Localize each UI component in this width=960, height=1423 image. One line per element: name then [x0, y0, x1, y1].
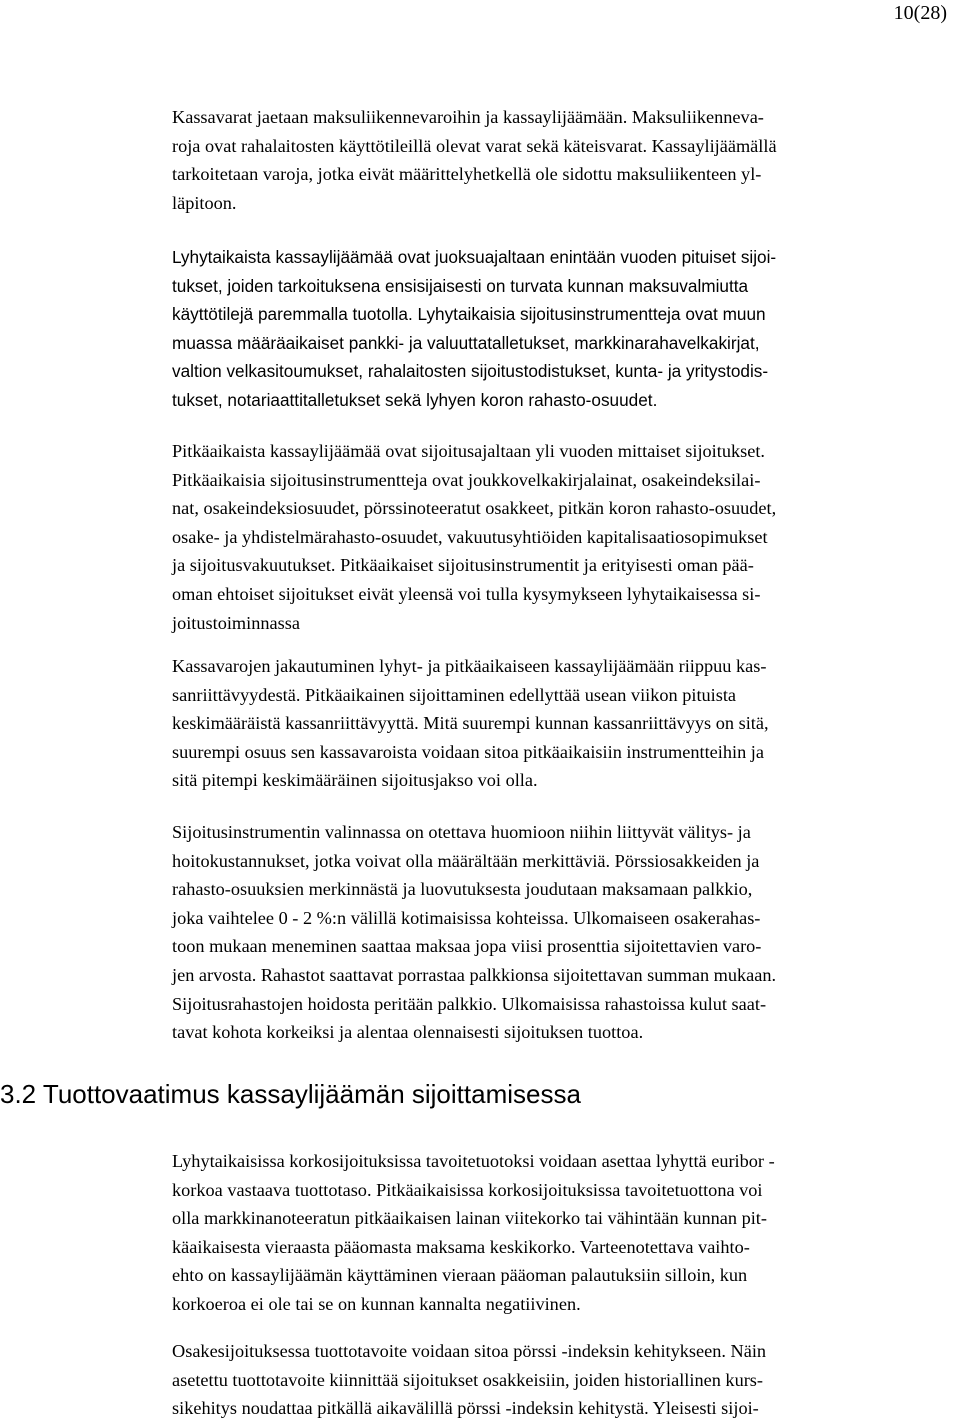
text-line: Kassavarat jaetaan maksuliikennevaroihin ja kassaylijäämään. Maksuliikenneva- — [172, 107, 764, 127]
text-line: korkoa vastaava tuottotaso. Pitkäaikaisissa korkosijoituksissa tavoitetuottona voi — [172, 1179, 763, 1200]
paragraph-short-term-surplus — [172, 243, 776, 415]
paragraph-return-target — [172, 1147, 775, 1319]
text-line: Pitkäaikaista kassaylijäämää ovat sijoitusajaltaan yli vuoden mittaiset sijoitukset. — [172, 441, 765, 461]
text-line: joka vaihtelee 0 - 2 %:n välillä kotimaisissa kohteissa. Ulkomaiseen osakerahas- — [172, 907, 761, 928]
text-line: muassa määräaikaiset pankki- ja valuuttatalletukset, markkinarahavelkakirjat, — [172, 332, 760, 353]
text-line: Lyhytaikaisissa korkosijoituksissa tavoitetuotoksi voidaan asettaa lyhyttä euribor - — [172, 1151, 775, 1171]
text-line: asetettu tuottotavoite kiinnittää sijoitukset osakkeisiin, joiden historiallinen kurs- — [172, 1369, 763, 1390]
text-line: ja sijoitusvakuutukset. Pitkäaikaiset sijoitusinstrumentit ja erityisesti oman pää- — [172, 555, 754, 576]
text-line: Sijoitusrahastojen hoidosta peritään palkkio. Ulkomaisissa rahastoissa kulut saat- — [172, 993, 767, 1014]
text-line: hoitokustannukset, jotka voivat olla määrältään merkittäviä. Pörssiosakkeiden ja — [172, 850, 760, 871]
text-line: suurempi osuus sen kassavaroista voidaan sitoa pitkäaikaisiin instrumentteihin ja — [172, 741, 764, 762]
text-line: olla markkinanoteeratun pitkäaikaisen lainan viitekorko tai vähintään kunnan pit- — [172, 1208, 767, 1229]
text-line: ehto on kassaylijäämän käyttäminen vieraan pääoman palautuksiin silloin, kun — [172, 1265, 748, 1286]
text-line: roja ovat rahalaitosten käyttötileillä olevat varat sekä käteisvarat. Kassaylijäämällä — [172, 135, 777, 156]
paragraph-instrument-selection — [172, 818, 776, 1047]
text-line: Kassavarojen jakautuminen lyhyt- ja pitkäaikaiseen kassaylijäämään riippuu kas- — [172, 656, 767, 676]
text-line: Pitkäaikaisia sijoitusinstrumentteja ovat joukkovelkakirjalainat, osakeindeksilai- — [172, 469, 761, 490]
text-line: rahasto-osuuksien merkinnästä ja luovutuksesta joudutaan maksamaan palkkio, — [172, 879, 753, 900]
text-line: jen arvosta. Rahastot saattavat porrastaa palkkionsa sijoitettavan summan mukaan. — [172, 964, 777, 985]
text-line: osake- ja yhdistelmärahasto-osuudet, vakuutusyhtiöiden kapitalisaatiosopimukset — [172, 526, 768, 547]
text-line: oman ehtoiset sijoitukset eivät yleensä voi tulla kysymykseen lyhytaikaisessa si- — [172, 583, 761, 604]
text-line: käyttötilejä paremmalla tuotolla. Lyhytaikaisia sijoitusinstrumentteja ovat muun — [172, 304, 766, 325]
page-number: 10(28) — [893, 2, 947, 24]
text-line: toon mukaan meneminen saattaa maksaa jopa viisi prosenttia sijoitettavien varo- — [172, 936, 762, 957]
text-line: tarkoitetaan varoja, jotka eivät määrittelyhetkellä ole sidottu maksuliikenteen yl- — [172, 164, 762, 185]
text-line: tukset, notariaattitalletukset sekä lyhyen koron rahasto-osuudet. — [172, 389, 658, 410]
paragraph-cash-distribution — [172, 652, 769, 795]
text-line: nat, osakeindeksiosuudet, pörssinoteeratut osakkeet, pitkän koron rahasto-osuudet, — [172, 498, 777, 519]
text-line: keskimääräistä kassanriittävyyttä. Mitä suurempi kunnan kassanriittävyys on sitä, — [172, 713, 769, 734]
text-line: läpitoon. — [172, 192, 237, 213]
text-line: sitä pitempi keskimääräinen sijoitusjakso voi olla. — [172, 770, 538, 791]
text-line: joitustoiminnassa — [172, 612, 300, 633]
paragraph-long-term-surplus — [172, 437, 776, 637]
text-line: Osakesijoituksessa tuottotavoite voidaan sitoa pörssi -indeksin kehitykseen. Näin — [172, 1341, 767, 1361]
text-line: käaikaisesta vieraasta pääomasta maksama keskikorko. Varteenotettava vaihto- — [172, 1236, 750, 1257]
paragraph-equity-target — [172, 1337, 766, 1423]
text-line: valtion velkasitoumukset, rahalaitosten sijoitustodistukset, kunta- ja yritystodis- — [172, 361, 769, 382]
text-line: tukset, joiden tarkoituksena ensisijaisesti on turvata kunnan maksuvalmiutta — [172, 275, 749, 296]
text-line: sanriittävyydestä. Pitkäaikainen sijoittaminen edellyttää usean viikon pituista — [172, 684, 737, 705]
text-line: tavat kohota korkeiksi ja alentaa olennaisesti sijoituksen tuottoa. — [172, 1022, 644, 1043]
text-line: Sijoitusinstrumentin valinnassa on otettava huomioon niihin liittyvät välitys- ja — [172, 822, 751, 842]
text-line: sikehitys noudattaa pitkällä aikavälillä pörssi -indeksin kehitystä. Yleisesti sijoi- — [172, 1398, 759, 1419]
text-line: korkoeroa ei ole tai se on kunnan kannalta negatiivinen. — [172, 1293, 581, 1314]
paragraph-cash-assets — [172, 103, 777, 217]
section-heading: 3.2 Tuottovaatimus kassaylijäämän sijoittamisessa — [0, 1079, 581, 1109]
text-line: Lyhytaikaista kassaylijäämää ovat juoksuajaltaan enintään vuoden pituiset sijoi- — [172, 247, 777, 267]
